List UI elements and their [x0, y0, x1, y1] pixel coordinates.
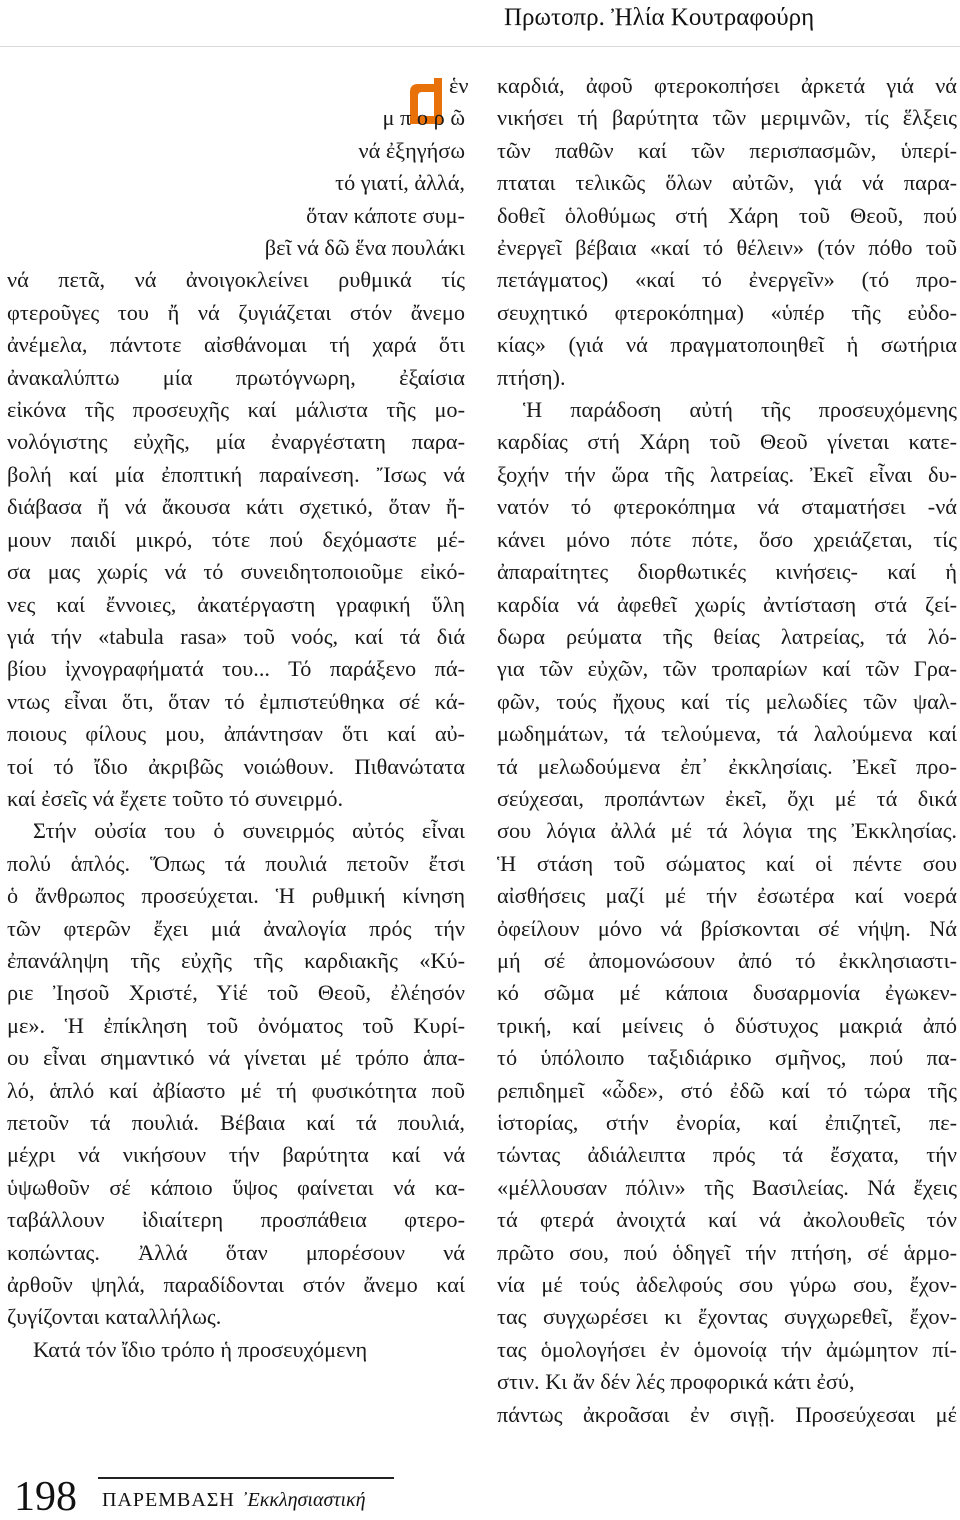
text-line: τοί τό ἴδιο ἀκριβῶς νοιώθουν. Πιθανώτατα: [7, 753, 465, 779]
text-line: ξοχήν τήν ὥρα τῆς λατρείας. Ἐκεῖ εἶναι δυ-: [497, 461, 957, 487]
text-line: ρεπιδημεῖ «ὧδε», στό ἐδῶ καί τό τώρα τῆς: [497, 1077, 957, 1103]
text-line: ὀφείλουν μόνο νά βρίσκονται σέ νήψη. Νά: [497, 915, 957, 941]
text-line: Ἡ στάση τοῦ σώματος καί οἱ πέντε σου: [497, 850, 957, 876]
text-line: τας συγχωρέσει κι ἔχοντας συγχωρεθεῖ, ἔχον-: [497, 1304, 957, 1330]
text-line: φῶν, τούς ἤχους καί τίς μελωδίες τῶν ψαλ-: [497, 688, 957, 714]
text-line: βίου ἰχνογραφήματά του... Τό παράξενο πά-: [7, 656, 465, 682]
text-line: δοθεῖ ὁλοθύμως στή Χάρη τοῦ Θεοῦ, πού: [497, 202, 957, 228]
text-line: τό ὑπόλοιπο ταξιδιάρικο σμῆνος, πού πα-: [497, 1045, 957, 1071]
text-line: εἰκόνα τῆς προσευχῆς καί μάλιστα τῆς μο-: [7, 397, 465, 423]
text-line: τό γιατί, ἀλλά,: [335, 170, 465, 196]
text-line: για τῶν εὐχῶν, τῶν τροπαρίων καί τῶν Γρα-: [497, 656, 957, 682]
text-line: πτήση).: [497, 364, 566, 390]
text-line: ἐνεργεῖ βέβαια «καί τό θέλειν» (τόν πόθο τοῦ: [497, 235, 957, 261]
text-line: φτεροῦγες του ἤ νά ζυγιάζεται στόν ἄνεμο: [7, 299, 465, 325]
magazine-subtitle: ᾽Εκκλησιαστική: [240, 1489, 366, 1511]
text-line: καρδίας στή Χάρη τοῦ Θεοῦ γίνεται κατε-: [497, 429, 957, 455]
text-line: ἀνέμελα, πάντοτε αἰσθάνομαι τή χαρά ὅτι: [7, 332, 465, 358]
magazine-name: [102, 1489, 366, 1512]
text-line: ριε Ἰησοῦ Χριστέ, Υἱέ τοῦ Θεοῦ, ἐλέησόν: [7, 980, 465, 1006]
text-line: ου εἶναι σημαντικό νά γίνεται μέ τρόπο ἁπα-: [7, 1045, 465, 1071]
text-line: μωδημάτων, τά τελούμενα, τά λαλούμενα καί: [497, 721, 957, 747]
text-line: νατόν τό φτεροκόπημα νά σταματήσει -νά: [497, 494, 957, 520]
text-line: γιά τήν «tabula rasa» τοῦ νοός, καί τά διά: [7, 623, 465, 649]
text-line: κάνει μόνο πότε πότε, ὅσο χρειάζεται, τίς: [497, 526, 957, 552]
text-line: δωρα ρεύματα τῆς θείας λατρείας, τά λό-: [497, 623, 957, 649]
text-line: ζυγίζονται καταλλήλως.: [7, 1304, 222, 1330]
text-line: καρδιά, ἀφοῦ φτεροκοπήσει ἀρκετά γιά νά: [497, 73, 957, 98]
text-line: σου λόγια ἀλλά μέ τά λόγια της Ἐκκλησίας.: [497, 818, 957, 844]
text-line: τῶν φτερῶν ἔχει μιά ἀναλογία πρός τήν: [7, 915, 465, 941]
text-line: στιν. Κι ἄν δέν λές προφορικά κάτι ἐσύ,: [497, 1369, 855, 1395]
text-line: καί ἐσεῖς νά ἔχετε τοῦτο τό συνειρμό.: [7, 785, 344, 811]
text-line: ἱστορίας, στήν ἐνορία, καί ἐπιζητεῖ, πε-: [497, 1110, 957, 1135]
text-line: τά μελωδούμενα ἐπ᾽ ἐκκλησίαις. Ἐκεῖ προ-: [497, 753, 957, 779]
text-line: τῶν παθῶν καί τῶν περισπασμῶν, ὑπερί-: [497, 137, 957, 163]
text-line: σα μας χωρίς νά τό συνειδητοποιοῦμε εἰκό-: [7, 559, 465, 585]
text-line: νολόγιστης εὐχῆς, μία ἐναργέστατη παρα-: [7, 429, 465, 455]
text-line: καρδία νά ἀφεθεῖ χωρίς ἀντίσταση στά ζεί-: [497, 591, 957, 617]
text-line: νες καί ἔννοιες, ἀκατέργαστη γραφική ὕλη: [7, 591, 465, 617]
text-line: νά ἐξηγήσω: [358, 137, 465, 163]
text-line: ὑψωθοῦν σέ κάποιο ὕψος φαίνεται νά κα-: [7, 1174, 465, 1200]
text-line: νία μέ τούς ἀδελφούς σου γύρω σου, ἔχον-: [497, 1272, 957, 1298]
text-line: κό σῶμα μέ κάποια δυσαρμονία ἐγωκεν-: [497, 980, 957, 1006]
text-line: ὁ ἄνθρωπος προσεύχεται. Ἡ ρυθμική κίνηση: [7, 883, 465, 909]
magazine-title: ΠΑΡΕΜΒΑΣΗ: [102, 1489, 235, 1511]
text-line: «μέλλουσαν πόλιν» τῆς Βασιλείας. Νά ἔχεις: [497, 1174, 957, 1200]
text-line: ντως εἶναι ὅτι, ὅταν τό ἐμπιστεύθηκα σέ κά-: [7, 688, 465, 714]
text-line: λό, ἁπλό καί ἀβίαστο μέ τή φυσικότητα ποῦ: [7, 1077, 465, 1103]
text-line: βεῖ νά δῶ ἕνα πουλάκι: [264, 235, 465, 261]
page-number: 198: [14, 1474, 77, 1520]
text-line: πετοῦν τά πουλιά. Βέβαια καί τά πουλιά,: [7, 1110, 465, 1135]
text-line: τας ὁμολογήσει ἐν ὁμονοίᾳ τήν ἀμώμητον πί-: [497, 1336, 957, 1362]
text-line: ἀρθοῦν ψηλά, παραδίδονται στόν ἄνεμο καί: [7, 1272, 465, 1298]
text-line: μή σέ ἀπομονώσουν ἀπό τό ἐκκλησιαστι-: [497, 947, 957, 973]
left-column: [7, 70, 469, 1366]
text-line: ἀνακαλύπτω μία πρωτόγνωρη, ἐξαίσια: [7, 364, 465, 390]
text-line: πάντως ἀκροᾶσαι ἐν σιγῇ. Προσεύχεσαι μέ: [497, 1401, 957, 1427]
text-line: ἐπανάληψη τῆς εὐχῆς τῆς καρδιακῆς «Κύ-: [7, 947, 465, 973]
text-line: ἀπαραίτητες διορθωτικές κινήσεις- καί ἡ: [497, 559, 957, 585]
text-line: αἰσθήσεις μαζί μέ τήν ἐσωτέρα καί νοερά: [497, 883, 957, 909]
text-line: σεύχεσαι, προπάντων ἐκεῖ, ὄχι μέ τά δικά: [497, 785, 957, 811]
text-line: Κατά τόν ἴδιο τρόπο ἡ προσευχόμενη: [33, 1336, 368, 1362]
text-line: με». Ἡ ἐπίκληση τοῦ ὀνόματος τοῦ Κυρί-: [7, 1012, 465, 1038]
running-header: Πρωτοπρ. Ἠλία Κουτραφούρη: [504, 4, 815, 31]
text-line: κίας» (γιά νά πραγματοποιηθεῖ ἡ σωτήρια: [497, 332, 957, 358]
text-line: ταβάλλουν ἰδιαίτερη προσπάθεια φτερο-: [7, 1207, 465, 1233]
text-line: βολή καί μία ἐποπτική παραίνεση. Ἴσως νά: [7, 461, 465, 487]
text-line: ἑν: [449, 73, 469, 98]
text-line: μέχρι νά νικήσουν τήν βαρύτητα καί νά: [7, 1142, 465, 1168]
text-line: Ἡ παράδοση αὐτή τῆς προσευχόμενης: [523, 397, 957, 423]
text-line: Στήν οὐσία του ὁ συνειρμός αὐτός εἶναι: [33, 818, 465, 844]
text-line: πταται τελικῶς ὅλων αὐτῶν, γιά νά παρα-: [497, 170, 957, 196]
text-line: τά φτερά ἀνοιχτά καί νά ἀκολουθεῖς τόν: [497, 1207, 957, 1233]
page-footer: [14, 1474, 394, 1520]
footer-divider: [98, 1477, 394, 1479]
header-divider: [0, 46, 960, 47]
text-line: πετάγματος) «καί τό ἐνεργεῖν» (τό προ-: [497, 267, 957, 293]
text-line: τώντας ἀδιάλειπτα πρός τά ἔσχατα, τήν: [497, 1142, 957, 1168]
text-line: πολύ ἁπλός. Ὅπως τά πουλιά πετοῦν ἔτσι: [7, 850, 465, 876]
text-line: διάβασα ἤ νά ἄκουσα κάτι σχετικό, ὅταν ἤ-: [7, 494, 465, 520]
text-line: νικήσει τή βαρύτητα τῶν μεριμνῶν, τίς ἕλξεις: [497, 105, 957, 131]
text-line: νά πετᾶ, νά ἀνοιγοκλείνει ρυθμικά τίς: [7, 267, 465, 293]
right-column: [497, 70, 957, 1431]
text-line: τρική, καί μείνεις ὁ δύστυχος μακριά ἀπό: [497, 1012, 957, 1038]
text-line: ὅταν κάποτε συμ-: [306, 202, 465, 228]
text-line: μουν παιδί μικρό, τότε πού δεχόμαστε μέ-: [7, 526, 465, 552]
text-line: ποιους φίλους μου, ἀπάντησαν ὅτι καί αὐ-: [7, 721, 465, 747]
text-line: πρῶτο σου, πού ὁδηγεῖ τήν πτήση, σέ ἁρμο-: [497, 1239, 957, 1265]
text-line: σευχητικό φτεροκόπημα) «ὑπέρ τῆς εὐδο-: [497, 299, 957, 325]
text-line: κοπώντας. Ἀλλά ὅταν μπορέσουν νά: [7, 1239, 465, 1265]
text-line: μ π ο ρ ῶ: [382, 105, 465, 131]
